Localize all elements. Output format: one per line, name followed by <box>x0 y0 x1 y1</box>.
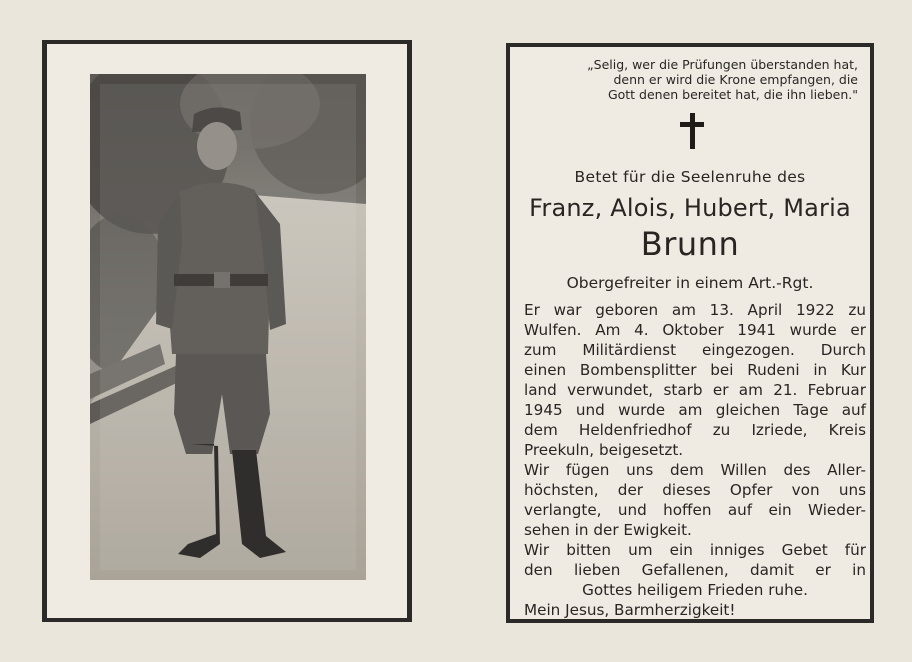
bio-line: zum Militärdienst eingezogen. Durch <box>524 341 866 359</box>
bio-line: Preekuln, beigesetzt. <box>524 441 684 459</box>
surname: Brunn <box>640 225 740 263</box>
bio-line: Wulfen. Am 4. Oktober 1941 wurde er <box>524 321 866 339</box>
closing-prayer: Mein Jesus, Barmherzigkeit! <box>524 601 736 619</box>
bio-line: land verwundet, starb er am 21. Februar <box>524 381 866 399</box>
bio-line: verlangte, und hoffen auf ein Wieder- <box>524 501 866 519</box>
verse-line: denn er wird die Krone empfangen, die <box>613 72 858 87</box>
bio-line: dem Heldenfriedhof zu Izriede, Kreis <box>524 421 866 439</box>
cross-icon <box>680 113 704 153</box>
bio-line: 1945 und wurde am gleichen Tage auf <box>524 401 866 419</box>
prayer-intro: Betet für die Seelenruhe des <box>574 168 806 186</box>
memorial-text-card <box>506 43 874 623</box>
verse-line: Gott denen bereitet hat, die ihn lieben." <box>607 87 858 102</box>
bio-line: einen Bombensplitter bei Rudeni in Kur <box>524 361 866 379</box>
soldier-photo <box>90 74 366 580</box>
verse-line: „Selig, wer die Prüfungen überstanden hat, <box>587 57 858 72</box>
bio-line: den lieben Gefallenen, damit er in <box>524 561 866 579</box>
military-rank: Obergefreiter in einem Art.-Rgt. <box>566 274 814 292</box>
photo-card <box>42 40 412 622</box>
bio-line: Wir bitten um ein inniges Gebet für <box>524 541 866 559</box>
biography <box>524 300 866 620</box>
given-names: Franz, Alois, Hubert, Maria <box>529 194 851 222</box>
bio-line: Gottes heiligem Frieden ruhe. <box>582 581 808 599</box>
bible-verse <box>558 57 858 102</box>
bio-line: Er war geboren am 13. April 1922 zu <box>524 301 866 319</box>
bio-line: höchsten, der dieses Opfer von uns <box>524 481 866 499</box>
bio-line: sehen in der Ewigkeit. <box>524 521 692 539</box>
bio-line: Wir fügen uns dem Willen des Aller- <box>524 461 866 479</box>
